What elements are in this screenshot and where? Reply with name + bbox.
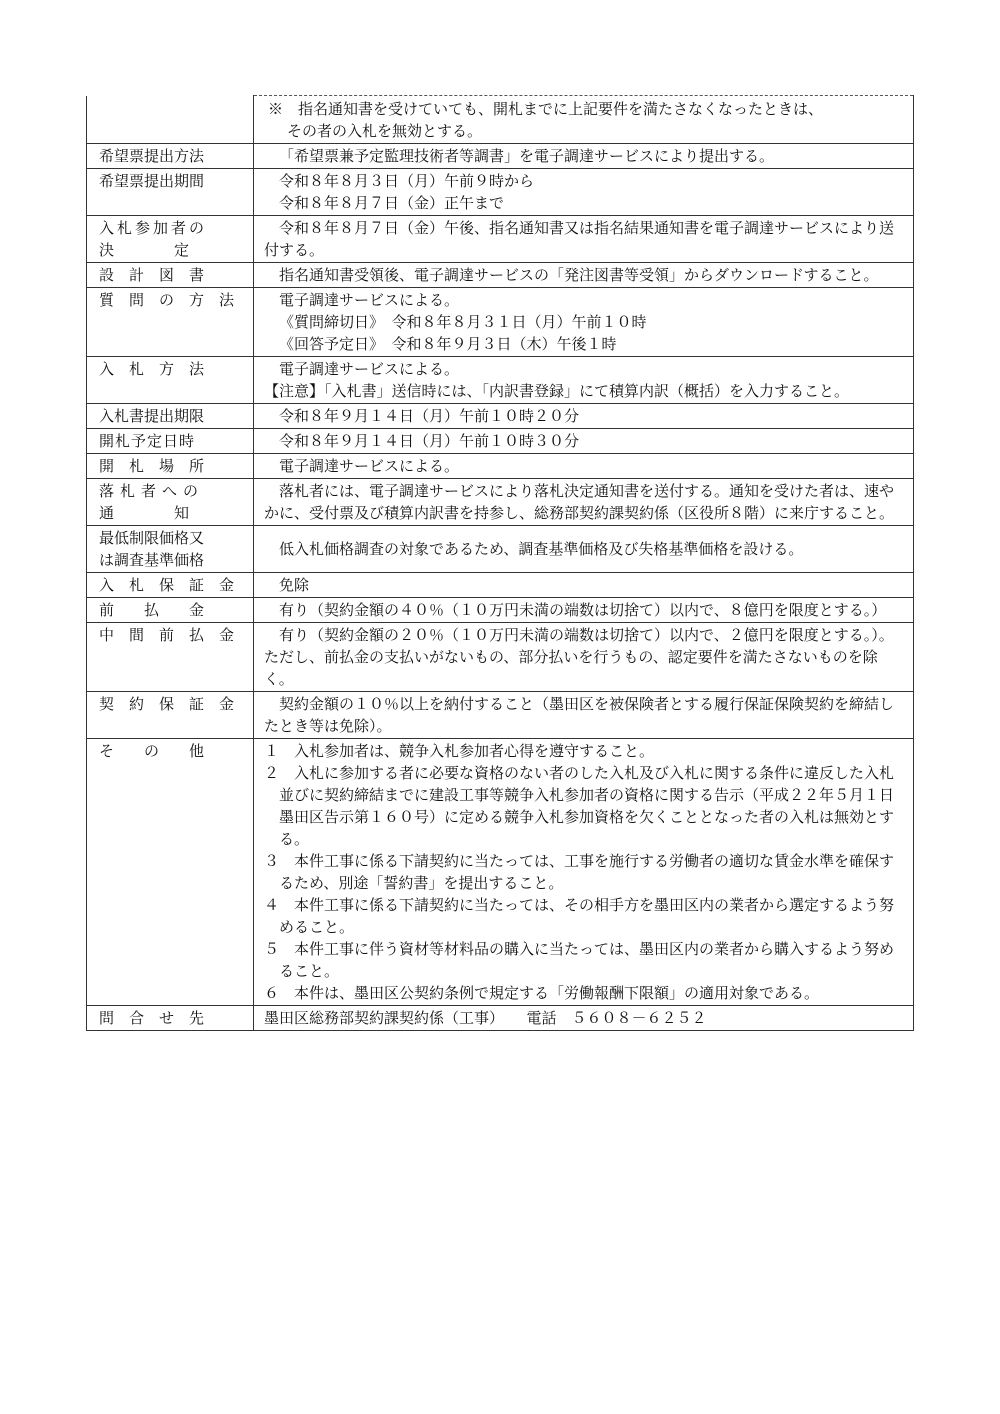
value-line: 免除 [279, 576, 310, 594]
row-value [254, 479, 914, 526]
value-line: 有り（契約金額の４０％（１０万円未満の端数は切捨て）以内で、８億円を限度とする。） [279, 601, 887, 619]
label-text: 前 払 金 [99, 601, 205, 619]
value-line: 令和８年８月７日（金）午後、指名通知書又は指名結果通知書を電子調達サービスにより送付する。 [264, 219, 895, 259]
value-line: 令和８年９月１４日（月）午前１０時２０分 [279, 407, 580, 425]
contact-info: 墨田区総務部契約課契約係（工事） 電話 ５６０８－６２５２ [264, 1009, 707, 1027]
row-value [254, 429, 914, 454]
row-label-empty [87, 96, 254, 144]
label-text: 質 問 の 方 法 [99, 291, 235, 309]
table-row [87, 404, 914, 429]
list-item: １ 入札参加者は、競争入札参加者心得を遵守すること。 [264, 742, 655, 760]
value-line: その者の入札を無効とする。 [287, 122, 483, 140]
label-text: 契 約 保 証 金 [99, 695, 235, 713]
row-value [254, 526, 914, 573]
row-label [87, 623, 254, 692]
row-label [87, 216, 254, 263]
table-row [87, 692, 914, 739]
value-line: 低入札価格調査の対象であるため、調査基準価格及び失格基準価格を設ける。 [279, 540, 804, 558]
row-value [254, 288, 914, 357]
value-line: 【注意】「入札書」送信時には、「内訳書登録」にて積算内訳（概括）を入力すること。 [264, 382, 850, 400]
row-label [87, 429, 254, 454]
label-text: 最低制限価格又 [99, 529, 205, 547]
label-text: 決 定 [99, 241, 190, 259]
table-row [87, 1006, 914, 1031]
list-item: ３ 本件工事に係る下請契約に当たっては、工事を施行する労働者の適切な賃金水準を確保するため、別途「誓約書」を提出すること。 [264, 852, 895, 892]
table-row [87, 357, 914, 404]
row-label [87, 526, 254, 573]
label-text: 入札参加者の [99, 219, 208, 237]
table-row [87, 598, 914, 623]
value-line: 指名通知書受領後、電子調達サービスの「発注図書等受領」からダウンロードすること。 [279, 266, 879, 284]
value-line: 令和８年９月１４日（月）午前１０時３０分 [279, 432, 580, 450]
table-row [87, 623, 914, 692]
row-label [87, 479, 254, 526]
label-text: 入 札 方 法 [99, 360, 205, 378]
label-text: 問 合 せ 先 [99, 1009, 205, 1027]
table-row [87, 216, 914, 263]
row-label [87, 404, 254, 429]
value-line: 電子調達サービスによる。 [279, 291, 460, 309]
row-label [87, 739, 254, 1006]
table-row [87, 144, 914, 169]
table-row [87, 573, 914, 598]
row-label [87, 454, 254, 479]
row-value [254, 357, 914, 404]
table-row [87, 526, 914, 573]
row-value [254, 216, 914, 263]
label-text: 通 知 [99, 504, 190, 522]
label-text: 希望票提出方法 [99, 147, 205, 165]
row-label [87, 573, 254, 598]
row-value [254, 96, 914, 144]
value-line: 令和８年８月３日（月）午前９時から [279, 172, 535, 190]
value-line: ※ 指名通知書を受けていても、開札までに上記要件を満たさなくなったときは、 [268, 100, 824, 118]
table-row [87, 96, 914, 144]
list-item: ５ 本件工事に伴う資材等材料品の購入に当たっては、墨田区内の業者から購入するよう努めること。 [264, 940, 895, 980]
bid-notice-table [86, 95, 914, 1031]
value-line: 落札者には、電子調達サービスにより落札決定通知書を送付する。通知を受けた者は、速やかに、受付票及び積算内訳書を持参し、総務部契約課契約係（区役所８階）に来庁すること。 [264, 482, 895, 522]
row-label [87, 169, 254, 216]
table-row [87, 288, 914, 357]
row-value [254, 454, 914, 479]
table-row [87, 479, 914, 526]
row-label [87, 288, 254, 357]
label-text: 中 間 前 払 金 [99, 626, 235, 644]
label-text: 開札予定日時 [99, 432, 196, 450]
value-line: 電子調達サービスによる。 [279, 457, 460, 475]
label-text: 設 計 図 書 [99, 266, 205, 284]
list-item: ６ 本件は、墨田区公契約条例で規定する「労働報酬下限額」の適用対象である。 [264, 984, 820, 1002]
row-label [87, 598, 254, 623]
row-value [254, 623, 914, 692]
table-row [87, 169, 914, 216]
label-text: そ の 他 [99, 742, 205, 760]
row-value [254, 739, 914, 1006]
row-value [254, 144, 914, 169]
row-label [87, 357, 254, 404]
table-row [87, 429, 914, 454]
label-text: 入 札 保 証 金 [99, 576, 235, 594]
value-line: 令和８年８月７日（金）正午まで [279, 194, 505, 212]
row-value [254, 692, 914, 739]
row-value [254, 573, 914, 598]
row-value [254, 169, 914, 216]
row-label [87, 692, 254, 739]
value-line: 有り（契約金額の２０％（１０万円未満の端数は切捨て）以内で、２億円を限度とする。）。ただし、前払金の支払いがないもの、部分払いを行うもの、認定要件を満たさないものを除く。 [264, 626, 894, 688]
row-value [254, 404, 914, 429]
row-value [254, 598, 914, 623]
label-text: 希望票提出期間 [99, 172, 205, 190]
value-line: 電子調達サービスによる。 [279, 360, 460, 378]
row-value [254, 263, 914, 288]
row-label [87, 144, 254, 169]
label-text: は調査基準価格 [99, 551, 205, 569]
table-row [87, 263, 914, 288]
value-line: 《回答予定日》 令和８年９月３日（木）午後１時 [279, 335, 617, 353]
label-text: 開 札 場 所 [99, 457, 205, 475]
row-value [254, 1006, 914, 1031]
row-label [87, 263, 254, 288]
label-text: 落札者への [99, 482, 205, 500]
list-item: ４ 本件工事に係る下請契約に当たっては、その相手方を墨田区内の業者から選定するよう努めること。 [264, 896, 895, 936]
value-line: 「希望票兼予定監理技術者等調書」を電子調達サービスにより提出する。 [279, 147, 775, 165]
list-item: ２ 入札に参加する者に必要な資格のない者のした入札及び入札に関する条件に違反した入札並びに契約締結までに建設工事等競争入札参加者の資格に関する告示（平成２２年５月１日墨田区告示第１６０号）に定める競争入札参加資格を欠くこととなった者の入札は無効とする。 [264, 764, 895, 848]
table-row [87, 739, 914, 1006]
table-row [87, 454, 914, 479]
value-line: 《質問締切日》 令和８年８月３１日（月）午前１０時 [279, 313, 647, 331]
value-line: 契約金額の１０％以上を納付すること（墨田区を被保険者とする履行保証保険契約を締結したとき等は免除）。 [264, 695, 895, 735]
row-label [87, 1006, 254, 1031]
label-text: 入札書提出期限 [99, 407, 205, 425]
